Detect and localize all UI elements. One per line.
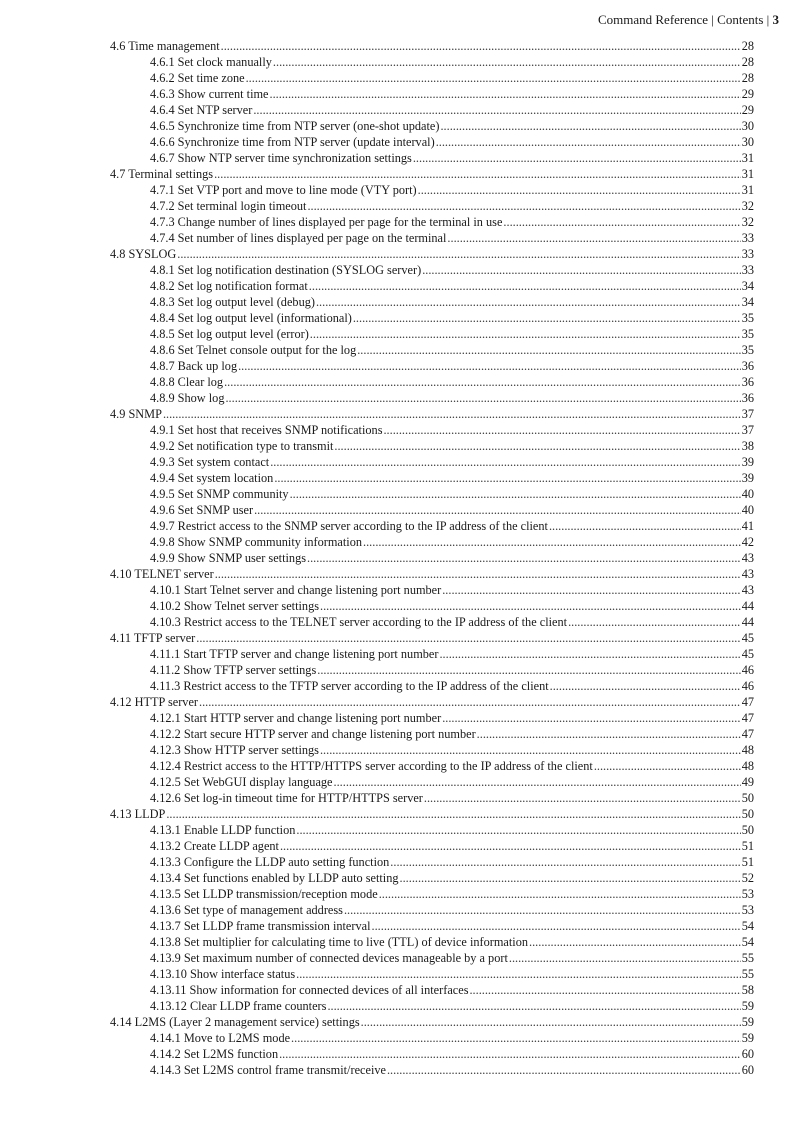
toc-page-number[interactable]: 28 bbox=[741, 39, 754, 53]
toc-subsection-entry[interactable] bbox=[110, 374, 754, 390]
toc-entry-title[interactable]: 4.13.5 Set LLDP transmission/reception mode bbox=[150, 887, 378, 901]
toc-page-number[interactable]: 31 bbox=[741, 167, 754, 181]
toc-dot-leader bbox=[238, 358, 741, 374]
toc-page-number[interactable]: 28 bbox=[741, 55, 754, 69]
toc-page-number[interactable]: 55 bbox=[741, 951, 754, 965]
toc-subsection-entry[interactable] bbox=[110, 342, 754, 358]
toc-page-number[interactable]: 49 bbox=[741, 775, 754, 789]
toc-page-number[interactable]: 43 bbox=[741, 567, 754, 581]
toc-entry-title[interactable]: 4.9.7 Restrict access to the SNMP server according to the IP address of the client bbox=[150, 519, 548, 533]
toc-subsection-entry[interactable] bbox=[110, 726, 754, 742]
toc-subsection-entry[interactable] bbox=[110, 278, 754, 294]
toc-dot-leader bbox=[442, 710, 741, 726]
toc-entry-title[interactable]: 4.13.6 Set type of management address bbox=[150, 903, 343, 917]
toc-entry-title[interactable]: 4.7.3 Change number of lines displayed per page for the terminal in use bbox=[150, 215, 503, 229]
toc-dot-leader bbox=[163, 406, 741, 422]
toc-dot-leader bbox=[274, 470, 740, 486]
toc-subsection-entry[interactable] bbox=[110, 886, 754, 902]
toc-page-number[interactable]: 33 bbox=[741, 231, 754, 245]
toc-dot-leader bbox=[320, 742, 741, 758]
toc-dot-leader bbox=[334, 774, 741, 790]
toc-subsection-entry[interactable] bbox=[110, 134, 754, 150]
toc-entry-title[interactable]: 4.8.6 Set Telnet console output for the log bbox=[150, 343, 357, 357]
toc-entry-title[interactable]: 4.13.2 Create LLDP agent bbox=[150, 839, 279, 853]
toc-page-number[interactable]: 40 bbox=[741, 503, 754, 517]
toc-subsection-entry[interactable] bbox=[110, 822, 754, 838]
toc-section-entry[interactable] bbox=[110, 406, 754, 422]
toc-subsection-entry[interactable] bbox=[110, 326, 754, 342]
toc-dot-leader bbox=[344, 902, 741, 918]
toc-page-number[interactable]: 59 bbox=[741, 1031, 754, 1045]
toc-subsection-entry[interactable] bbox=[110, 742, 754, 758]
toc-dot-leader bbox=[317, 662, 740, 678]
toc-page-number[interactable]: 44 bbox=[741, 615, 754, 629]
toc-entry-title[interactable]: 4.7.4 Set number of lines displayed per page on the terminal bbox=[150, 231, 447, 245]
toc-dot-leader bbox=[309, 278, 741, 294]
toc-dot-leader bbox=[270, 86, 741, 102]
toc-dot-leader bbox=[503, 214, 740, 230]
toc-subsection-entry[interactable] bbox=[110, 470, 754, 486]
toc-entry-title[interactable]: 4.9.1 Set host that receives SNMP notifications bbox=[150, 423, 383, 437]
toc-page-number[interactable]: 51 bbox=[741, 839, 754, 853]
toc-page-number[interactable]: 46 bbox=[741, 663, 754, 677]
toc-page-number[interactable]: 34 bbox=[741, 279, 754, 293]
toc-entry-title[interactable]: 4.8.1 Set log notification destination (SYSLOG server) bbox=[150, 263, 422, 277]
toc-page-number[interactable]: 36 bbox=[741, 391, 754, 405]
toc-page-number[interactable]: 45 bbox=[741, 647, 754, 661]
toc-subsection-entry[interactable] bbox=[110, 790, 754, 806]
toc-page-number[interactable]: 50 bbox=[741, 791, 754, 805]
toc-entry-title[interactable]: 4.6 Time management bbox=[110, 39, 220, 53]
toc-page-number[interactable]: 38 bbox=[741, 439, 754, 453]
toc-page-number[interactable]: 54 bbox=[741, 919, 754, 933]
toc-page-number[interactable]: 43 bbox=[741, 583, 754, 597]
toc-subsection-entry[interactable] bbox=[110, 358, 754, 374]
toc-entry-title[interactable]: 4.9.6 Set SNMP user bbox=[150, 503, 254, 517]
toc-entry-title[interactable]: 4.7 Terminal settings bbox=[110, 167, 214, 181]
toc-entry-title[interactable]: 4.11.1 Start TFTP server and change listening port number bbox=[150, 647, 439, 661]
toc-entry-title[interactable]: 4.13 LLDP bbox=[110, 807, 166, 821]
toc-page-number[interactable]: 31 bbox=[741, 151, 754, 165]
toc-dot-leader bbox=[291, 1030, 741, 1046]
toc-page-number[interactable]: 60 bbox=[741, 1047, 754, 1061]
toc-subsection-entry[interactable] bbox=[110, 662, 754, 678]
toc-dot-leader bbox=[440, 118, 740, 134]
toc-dot-leader bbox=[327, 998, 740, 1014]
toc-dot-leader bbox=[273, 54, 741, 70]
toc-subsection-entry[interactable] bbox=[110, 678, 754, 694]
toc-page-number[interactable]: 37 bbox=[741, 407, 754, 421]
toc-section-entry[interactable] bbox=[110, 806, 754, 822]
toc-dot-leader bbox=[477, 726, 741, 742]
toc-subsection-entry[interactable] bbox=[110, 198, 754, 214]
toc-entry-title[interactable]: 4.13.12 Clear LLDP frame counters bbox=[150, 999, 327, 1013]
toc-page-number[interactable]: 46 bbox=[741, 679, 754, 693]
toc-subsection-entry[interactable] bbox=[110, 1062, 754, 1078]
toc-subsection-entry[interactable] bbox=[110, 454, 754, 470]
toc-subsection-entry[interactable] bbox=[110, 646, 754, 662]
toc-entry-title[interactable]: 4.9.8 Show SNMP community information bbox=[150, 535, 363, 549]
toc-dot-leader bbox=[290, 486, 741, 502]
toc-entry-title[interactable]: 4.10.1 Start Telnet server and change listening port number bbox=[150, 583, 442, 597]
toc-page-number[interactable]: 48 bbox=[741, 759, 754, 773]
toc-dot-leader bbox=[279, 1046, 741, 1062]
toc-dot-leader bbox=[310, 326, 741, 342]
toc-subsection-entry[interactable] bbox=[110, 438, 754, 454]
toc-dot-leader bbox=[363, 534, 741, 550]
toc-dot-leader bbox=[422, 262, 741, 278]
toc-page-number[interactable]: 42 bbox=[741, 535, 754, 549]
toc-subsection-entry[interactable] bbox=[110, 598, 754, 614]
toc-subsection-entry[interactable] bbox=[110, 758, 754, 774]
toc-dot-leader bbox=[334, 438, 740, 454]
toc-page-number[interactable]: 58 bbox=[741, 983, 754, 997]
toc-page-number[interactable]: 59 bbox=[741, 1015, 754, 1029]
toc-page-number[interactable]: 51 bbox=[741, 855, 754, 869]
toc-subsection-entry[interactable] bbox=[110, 214, 754, 230]
toc-dot-leader bbox=[215, 566, 741, 582]
toc-section-entry[interactable] bbox=[110, 694, 754, 710]
toc-entry-title[interactable]: 4.6.1 Set clock manually bbox=[150, 55, 272, 69]
toc-subsection-entry[interactable] bbox=[110, 710, 754, 726]
toc-dot-leader bbox=[214, 166, 741, 182]
toc-entry-title[interactable]: 4.9 SNMP bbox=[110, 407, 162, 421]
toc-subsection-entry[interactable] bbox=[110, 934, 754, 950]
toc-subsection-entry[interactable] bbox=[110, 982, 754, 998]
toc-entry-title[interactable]: 4.8.5 Set log output level (error) bbox=[150, 327, 309, 341]
toc-page-number[interactable]: 45 bbox=[741, 631, 754, 645]
toc-page-number[interactable]: 50 bbox=[741, 807, 754, 821]
running-header bbox=[598, 12, 779, 28]
toc-page-number[interactable]: 30 bbox=[741, 135, 754, 149]
toc-dot-leader bbox=[221, 38, 741, 54]
toc-dot-leader bbox=[296, 822, 740, 838]
toc-entry-title[interactable]: 4.7.2 Set terminal login timeout bbox=[150, 199, 307, 213]
toc-subsection-entry[interactable] bbox=[110, 182, 754, 198]
toc-entry-title[interactable]: 4.10 TELNET server bbox=[110, 567, 214, 581]
toc-subsection-entry[interactable] bbox=[110, 502, 754, 518]
toc-dot-leader bbox=[439, 646, 740, 662]
toc-entry-title[interactable]: 4.12.1 Start HTTP server and change listening port number bbox=[150, 711, 442, 725]
toc-entry-title[interactable]: 4.9.3 Set system contact bbox=[150, 455, 270, 469]
toc-page-number[interactable]: 36 bbox=[741, 375, 754, 389]
toc-dot-leader bbox=[316, 294, 741, 310]
toc-page-number[interactable]: 47 bbox=[741, 727, 754, 741]
toc-dot-leader bbox=[379, 886, 741, 902]
toc-section-entry[interactable] bbox=[110, 1014, 754, 1030]
toc-page-number[interactable]: 39 bbox=[741, 455, 754, 469]
toc-subsection-entry[interactable] bbox=[110, 422, 754, 438]
toc-entry-title[interactable]: 4.14.3 Set L2MS control frame transmit/receive bbox=[150, 1063, 386, 1077]
toc-subsection-entry[interactable] bbox=[110, 518, 754, 534]
toc-subsection-entry[interactable] bbox=[110, 918, 754, 934]
toc-dot-leader bbox=[166, 806, 740, 822]
toc-entry-title[interactable]: 4.13.4 Set functions enabled by LLDP auto setting bbox=[150, 871, 399, 885]
toc-page-number[interactable]: 40 bbox=[741, 487, 754, 501]
toc-page-number[interactable]: 55 bbox=[741, 967, 754, 981]
toc-subsection-entry[interactable] bbox=[110, 310, 754, 326]
toc-dot-leader bbox=[549, 518, 741, 534]
toc-entry-title[interactable]: 4.8.4 Set log output level (informational) bbox=[150, 311, 352, 325]
toc-entry-title[interactable]: 4.12.6 Set log-in timeout time for HTTP/HTTPS server bbox=[150, 791, 423, 805]
toc-entry-title[interactable]: 4.7.1 Set VTP port and move to line mode (VTY port) bbox=[150, 183, 417, 197]
toc-dot-leader bbox=[372, 918, 741, 934]
toc-page-number[interactable]: 59 bbox=[741, 999, 754, 1013]
toc-subsection-entry[interactable] bbox=[110, 870, 754, 886]
toc-dot-leader bbox=[387, 1062, 741, 1078]
toc-entry-title[interactable]: 4.6.7 Show NTP server time synchronization settings bbox=[150, 151, 412, 165]
toc-page-number[interactable]: 48 bbox=[741, 743, 754, 757]
toc-page-number[interactable]: 41 bbox=[741, 519, 754, 533]
toc-dot-leader bbox=[550, 678, 741, 694]
toc-section-entry[interactable] bbox=[110, 38, 754, 54]
toc-dot-leader bbox=[246, 70, 741, 86]
toc-subsection-entry[interactable] bbox=[110, 150, 754, 166]
toc-entry-title[interactable]: 4.12.4 Restrict access to the HTTP/HTTPS server according to the IP address of the client bbox=[150, 759, 593, 773]
toc-dot-leader bbox=[361, 1014, 741, 1030]
toc-dot-leader bbox=[307, 550, 741, 566]
toc-dot-leader bbox=[224, 374, 741, 390]
toc-dot-leader bbox=[469, 982, 740, 998]
toc-subsection-entry[interactable] bbox=[110, 550, 754, 566]
toc-dot-leader bbox=[400, 870, 741, 886]
toc-subsection-entry[interactable] bbox=[110, 118, 754, 134]
toc-subsection-entry[interactable] bbox=[110, 294, 754, 310]
toc-subsection-entry[interactable] bbox=[110, 854, 754, 870]
toc-page-number[interactable]: 60 bbox=[741, 1063, 754, 1077]
toc-page-number[interactable]: 43 bbox=[741, 551, 754, 565]
toc-entry-title[interactable]: 4.12.3 Show HTTP server settings bbox=[150, 743, 319, 757]
toc-page-number[interactable]: 30 bbox=[741, 119, 754, 133]
toc-entry-title[interactable]: 4.6.2 Set time zone bbox=[150, 71, 245, 85]
toc-dot-leader bbox=[436, 134, 741, 150]
toc-dot-leader bbox=[390, 854, 740, 870]
toc-page-number[interactable]: 50 bbox=[741, 823, 754, 837]
toc-subsection-entry[interactable] bbox=[110, 582, 754, 598]
toc-dot-leader bbox=[353, 310, 741, 326]
toc-page-number[interactable]: 33 bbox=[741, 247, 754, 261]
toc-entry-title[interactable]: 4.10.3 Restrict access to the TELNET server according to the IP address of the client bbox=[150, 615, 568, 629]
toc-entry-title[interactable]: 4.13.10 Show interface status bbox=[150, 967, 296, 981]
toc-entry-title[interactable]: 4.9.9 Show SNMP user settings bbox=[150, 551, 307, 565]
toc-dot-leader bbox=[307, 198, 740, 214]
toc-page-number[interactable]: 31 bbox=[741, 183, 754, 197]
toc-page-number[interactable]: 29 bbox=[741, 87, 754, 101]
toc-section-entry[interactable] bbox=[110, 166, 754, 182]
toc-dot-leader bbox=[418, 182, 741, 198]
toc-subsection-entry[interactable] bbox=[110, 70, 754, 86]
toc-subsection-entry[interactable] bbox=[110, 1030, 754, 1046]
toc-entry-title[interactable]: 4.11.3 Restrict access to the TFTP server according to the IP address of the client bbox=[150, 679, 549, 693]
toc-dot-leader bbox=[177, 246, 740, 262]
toc-page-number[interactable]: 29 bbox=[741, 103, 754, 117]
toc-subsection-entry[interactable] bbox=[110, 102, 754, 118]
toc-subsection-entry[interactable] bbox=[110, 902, 754, 918]
toc-page-number[interactable]: 35 bbox=[741, 311, 754, 325]
toc-page-number[interactable]: 47 bbox=[741, 711, 754, 725]
toc-subsection-entry[interactable] bbox=[110, 86, 754, 102]
toc-page-number[interactable]: 39 bbox=[741, 471, 754, 485]
toc-page-number[interactable]: 44 bbox=[741, 599, 754, 613]
toc-entry-title[interactable]: 4.8.8 Clear log bbox=[150, 375, 224, 389]
toc-entry-title[interactable]: 4.6.3 Show current time bbox=[150, 87, 269, 101]
toc-subsection-entry[interactable] bbox=[110, 54, 754, 70]
toc-entry-title[interactable]: 4.13.1 Enable LLDP function bbox=[150, 823, 296, 837]
toc-subsection-entry[interactable] bbox=[110, 390, 754, 406]
toc-entry-title[interactable]: 4.8 SYSLOG bbox=[110, 247, 177, 261]
toc-dot-leader bbox=[594, 758, 741, 774]
toc-entry-title[interactable]: 4.14.1 Move to L2MS mode bbox=[150, 1031, 291, 1045]
toc-entry-title[interactable]: 4.6.4 Set NTP server bbox=[150, 103, 253, 117]
toc-page-number[interactable]: 32 bbox=[741, 215, 754, 229]
toc-page-number[interactable]: 33 bbox=[741, 263, 754, 277]
toc-entry-title[interactable]: 4.11 TFTP server bbox=[110, 631, 196, 645]
toc-entry-title[interactable]: 4.9.4 Set system location bbox=[150, 471, 274, 485]
toc-entry-title[interactable]: 4.8.7 Back up log bbox=[150, 359, 238, 373]
toc-entry-title[interactable]: 4.6.5 Synchronize time from NTP server (one-shot update) bbox=[150, 119, 440, 133]
toc-dot-leader bbox=[447, 230, 740, 246]
toc-subsection-entry[interactable] bbox=[110, 1046, 754, 1062]
toc-dot-leader bbox=[413, 150, 741, 166]
toc-subsection-entry[interactable] bbox=[110, 774, 754, 790]
toc-entry-title[interactable]: 4.13.9 Set maximum number of connected devices manageable by a port bbox=[150, 951, 508, 965]
toc-dot-leader bbox=[196, 630, 740, 646]
toc-dot-leader bbox=[199, 694, 741, 710]
toc-entry-title[interactable]: 4.14 L2MS (Layer 2 management service) settings bbox=[110, 1015, 360, 1029]
toc-dot-leader bbox=[253, 102, 740, 118]
toc-entry-title[interactable]: 4.9.5 Set SNMP community bbox=[150, 487, 289, 501]
toc-subsection-entry[interactable] bbox=[110, 614, 754, 630]
toc-subsection-entry[interactable] bbox=[110, 230, 754, 246]
header-title: Command Reference | Contents | bbox=[597, 12, 770, 27]
toc-dot-leader bbox=[442, 582, 740, 598]
toc-dot-leader bbox=[320, 598, 741, 614]
toc-entry-title[interactable]: 4.13.7 Set LLDP frame transmission interval bbox=[150, 919, 371, 933]
toc-page-number[interactable]: 47 bbox=[741, 695, 754, 709]
toc-page-number[interactable]: 35 bbox=[741, 343, 754, 357]
toc-page-number[interactable]: 37 bbox=[741, 423, 754, 437]
toc-subsection-entry[interactable] bbox=[110, 262, 754, 278]
toc-entry-title[interactable]: 4.6.6 Synchronize time from NTP server (update interval) bbox=[150, 135, 435, 149]
toc-entry-title[interactable]: 4.12.2 Start secure HTTP server and change listening port number bbox=[150, 727, 476, 741]
toc-subsection-entry[interactable] bbox=[110, 998, 754, 1014]
toc-entry-title[interactable]: 4.10.2 Show Telnet server settings bbox=[150, 599, 319, 613]
toc-page-number[interactable]: 36 bbox=[741, 359, 754, 373]
toc-dot-leader bbox=[296, 966, 741, 982]
toc-page-number[interactable]: 32 bbox=[741, 199, 754, 213]
toc-section-entry[interactable] bbox=[110, 630, 754, 646]
toc-entry-title[interactable]: 4.14.2 Set L2MS function bbox=[150, 1047, 279, 1061]
toc-subsection-entry[interactable] bbox=[110, 534, 754, 550]
toc-dot-leader bbox=[225, 390, 740, 406]
toc-entry-title[interactable]: 4.8.9 Show log bbox=[150, 391, 225, 405]
toc-section-entry[interactable] bbox=[110, 246, 754, 262]
toc-entry-title[interactable]: 4.8.3 Set log output level (debug) bbox=[150, 295, 315, 309]
toc-dot-leader bbox=[357, 342, 740, 358]
toc-page-number[interactable]: 28 bbox=[741, 71, 754, 85]
toc-entry-title[interactable]: 4.12.5 Set WebGUI display language bbox=[150, 775, 333, 789]
toc-entry-title[interactable]: 4.12 HTTP server bbox=[110, 695, 198, 709]
toc-dot-leader bbox=[280, 838, 741, 854]
toc-entry-title[interactable]: 4.9.2 Set notification type to transmit bbox=[150, 439, 334, 453]
toc-page-number[interactable]: 53 bbox=[741, 903, 754, 917]
toc-entry-title[interactable]: 4.13.11 Show information for connected devices of all interfaces bbox=[150, 983, 469, 997]
toc-entry-title[interactable]: 4.13.3 Configure the LLDP auto setting function bbox=[150, 855, 390, 869]
toc-dot-leader bbox=[270, 454, 741, 470]
toc-dot-leader bbox=[568, 614, 741, 630]
toc-subsection-entry[interactable] bbox=[110, 966, 754, 982]
toc-section-entry[interactable] bbox=[110, 566, 754, 582]
toc-subsection-entry[interactable] bbox=[110, 486, 754, 502]
toc-entry-title[interactable]: 4.13.8 Set multiplier for calculating time to live (TTL) of device information bbox=[150, 935, 529, 949]
header-page-number: 3 bbox=[772, 12, 779, 27]
toc-dot-leader bbox=[529, 934, 741, 950]
toc-entry-title[interactable]: 4.11.2 Show TFTP server settings bbox=[150, 663, 317, 677]
toc-dot-leader bbox=[383, 422, 740, 438]
toc-subsection-entry[interactable] bbox=[110, 838, 754, 854]
toc-page-number[interactable]: 52 bbox=[741, 871, 754, 885]
toc-page-number[interactable]: 35 bbox=[741, 327, 754, 341]
toc-page-number[interactable]: 34 bbox=[741, 295, 754, 309]
toc-page-number[interactable]: 53 bbox=[741, 887, 754, 901]
toc-page-number[interactable]: 54 bbox=[741, 935, 754, 949]
table-of-contents bbox=[110, 38, 754, 1078]
toc-dot-leader bbox=[509, 950, 741, 966]
toc-entry-title[interactable]: 4.8.2 Set log notification format bbox=[150, 279, 308, 293]
toc-dot-leader bbox=[254, 502, 741, 518]
toc-subsection-entry[interactable] bbox=[110, 950, 754, 966]
toc-dot-leader bbox=[424, 790, 741, 806]
